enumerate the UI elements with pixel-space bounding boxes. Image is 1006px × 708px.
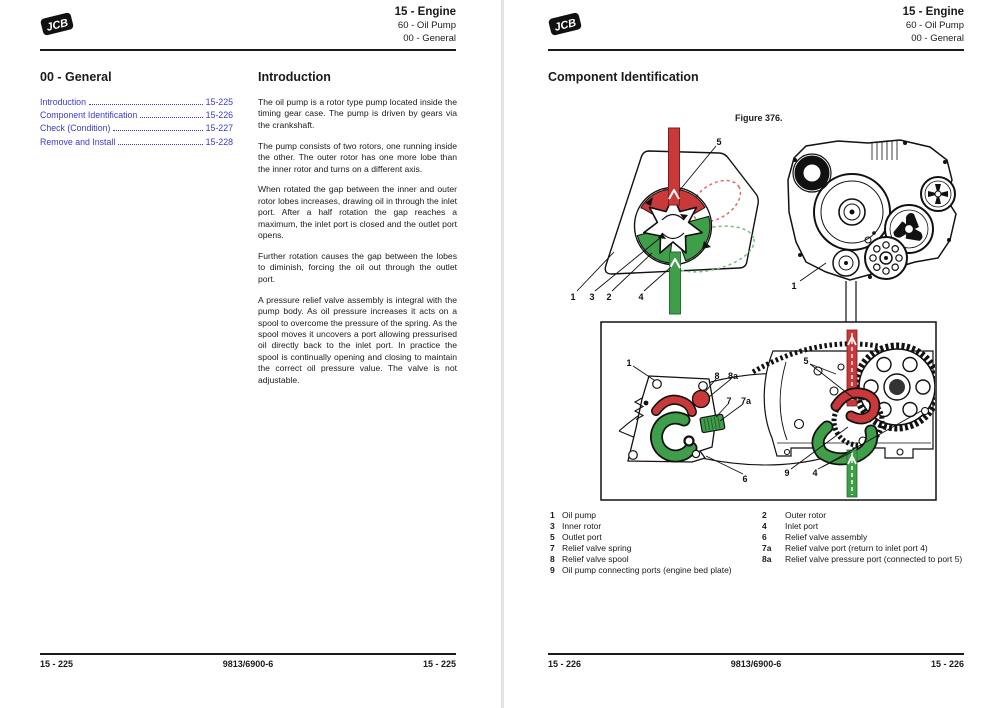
section-title: Component Identification <box>548 70 699 84</box>
legend-column-right <box>762 510 988 565</box>
legend-text: Outlet port <box>562 532 602 542</box>
footer-rule <box>40 653 456 655</box>
toc-item-introduction[interactable] <box>40 97 233 110</box>
callout-2: 2 <box>606 292 612 302</box>
toc-page: 15-225 <box>205 97 233 107</box>
legend-text: Inlet port <box>785 521 819 531</box>
legend-column-left <box>550 510 760 576</box>
callout-box-1: 1 <box>626 358 632 368</box>
callout-box-7a: 7a <box>740 396 752 406</box>
callout-box-5: 5 <box>803 356 809 366</box>
legend-number: 8a <box>762 554 772 564</box>
pump-detail-box <box>601 322 939 500</box>
legend-number: 9 <box>550 565 555 575</box>
legend-text: Relief valve assembly <box>785 532 868 542</box>
callout-3: 3 <box>589 292 595 302</box>
header-rule <box>548 49 964 51</box>
legend-item <box>550 521 760 532</box>
toc-item-component-identification[interactable] <box>40 110 233 123</box>
legend-number: 3 <box>550 521 555 531</box>
page-right <box>548 0 964 708</box>
page-divider <box>501 0 504 708</box>
toc-label[interactable]: Introduction <box>40 97 86 107</box>
page-left <box>40 0 456 708</box>
footer-rule <box>548 653 964 655</box>
page-header <box>395 6 456 45</box>
header-rule <box>40 49 456 51</box>
callout-engine-1: 1 <box>791 281 797 291</box>
footer-page-left: 15 - 225 <box>40 659 74 669</box>
legend-number: 2 <box>762 510 767 520</box>
legend-text: Relief valve spring <box>562 543 632 553</box>
legend-text: Oil pump <box>562 510 597 520</box>
callout-1: 1 <box>570 292 576 302</box>
legend-number: 7a <box>762 543 772 553</box>
page-footer <box>548 659 964 669</box>
callout-4: 4 <box>638 292 644 302</box>
toc-label[interactable]: Component Identification <box>40 110 138 121</box>
callout-box-6: 6 <box>742 474 748 484</box>
paragraph: The oil pump is a rotor type pump located inside the timing gear case. The pump is driven by gears via the crankshaft. <box>258 97 457 130</box>
legend-item <box>550 565 760 576</box>
footer-page-right: 15 - 226 <box>930 659 964 669</box>
legend-text: Relief valve port (return to inlet port 4) <box>785 543 928 553</box>
legend-item <box>762 521 988 532</box>
legend-number: 7 <box>550 543 555 553</box>
legend-item <box>762 543 988 554</box>
dot-leader <box>113 130 202 131</box>
legend-number: 6 <box>762 532 767 542</box>
dot-leader <box>89 104 203 105</box>
legend-item <box>550 543 760 554</box>
toc-page: 15-228 <box>205 136 233 147</box>
callout-box-8: 8 <box>714 371 720 381</box>
footer-page-right: 15 - 225 <box>422 659 456 669</box>
legend-text: Relief valve pressure port (connected to port 5) <box>785 554 963 564</box>
paragraph: Further rotation causes the gap between the lobes to diminish, forcing the oil out through the outlet port. <box>258 250 457 284</box>
paragraph: The pump consists of two rotors, one running inside the other. The outer rotor has one more lobe than the inner rotor and turns on a different axis. <box>258 140 457 174</box>
legend-number: 5 <box>550 532 555 542</box>
intro-body <box>258 97 457 395</box>
dot-leader <box>118 144 202 145</box>
table-of-contents <box>40 97 233 150</box>
header-section: 60 - Oil Pump <box>905 20 964 31</box>
legend-item <box>762 510 988 521</box>
legend-item <box>550 554 760 565</box>
page-header <box>903 6 964 45</box>
legend-text: Oil pump connecting ports (engine bed plate) <box>562 565 732 575</box>
legend-text: Inner rotor <box>562 521 602 531</box>
legend-item <box>550 510 760 521</box>
footer-doc-number: 9813/6900-6 <box>730 659 782 669</box>
header-chapter: 15 - Engine <box>394 6 456 18</box>
figure-376 <box>548 108 964 505</box>
jcb-logo-text: JCB <box>45 16 70 34</box>
dot-leader <box>140 117 202 118</box>
section-title: 00 - General <box>40 70 112 84</box>
legend-text: Outer rotor <box>785 510 827 520</box>
oil-pump-schematic <box>570 128 758 314</box>
jcb-logo-text: JCB <box>553 16 578 34</box>
figure-caption: Figure 376. <box>735 113 783 123</box>
callout-box-8a: 8a <box>727 371 739 381</box>
paragraph: A pressure relief valve assembly is integral with the pump body. As oil pressure increases it acts on a spool to overcome the pressure of the spring. As the spool moves it uncovers a port allowing pressurised oil directly back to the inlet port. In practice the spool is continually opening and closing to maintain the correct oil pressure value. The valve is not adjustable. <box>258 294 457 385</box>
toc-label[interactable]: Check (Condition) <box>40 123 111 134</box>
toc-label[interactable]: Remove and Install <box>40 136 116 147</box>
toc-page: 15-226 <box>205 110 233 121</box>
header-chapter: 15 - Engine <box>902 6 964 18</box>
legend-item <box>762 554 988 565</box>
toc-item-check-condition[interactable] <box>40 123 233 136</box>
toc-page: 15-227 <box>205 123 233 134</box>
legend-item <box>762 532 988 543</box>
header-section: 60 - Oil Pump <box>397 20 456 31</box>
footer-page-left: 15 - 226 <box>548 659 582 669</box>
legend-number: 4 <box>762 521 767 531</box>
header-subsection: 00 - General <box>403 33 456 44</box>
jcb-logo-icon <box>38 8 76 40</box>
page-footer <box>40 659 456 669</box>
footer-doc-number: 9813/6900-6 <box>222 659 274 669</box>
header-subsection: 00 - General <box>911 33 964 44</box>
callout-5: 5 <box>716 137 722 147</box>
engine-illustration <box>788 140 956 322</box>
callout-box-7: 7 <box>726 396 732 406</box>
jcb-logo-icon <box>546 8 584 40</box>
legend-number: 8 <box>550 554 555 564</box>
paragraph: When rotated the gap between the inner and outer rotor lobes increases, drawing oil in through the inlet port. After a half rotation the gap reaches a maximum, the inlet port is closed and the outlet port opens. <box>258 184 457 241</box>
intro-heading: Introduction <box>258 70 331 84</box>
callout-box-4: 4 <box>812 468 818 478</box>
legend-number: 1 <box>550 510 555 520</box>
callout-box-9: 9 <box>784 468 790 478</box>
legend-text: Relief valve spool <box>562 554 629 564</box>
legend-item <box>550 532 760 543</box>
toc-item-remove-and-install[interactable] <box>40 137 233 150</box>
